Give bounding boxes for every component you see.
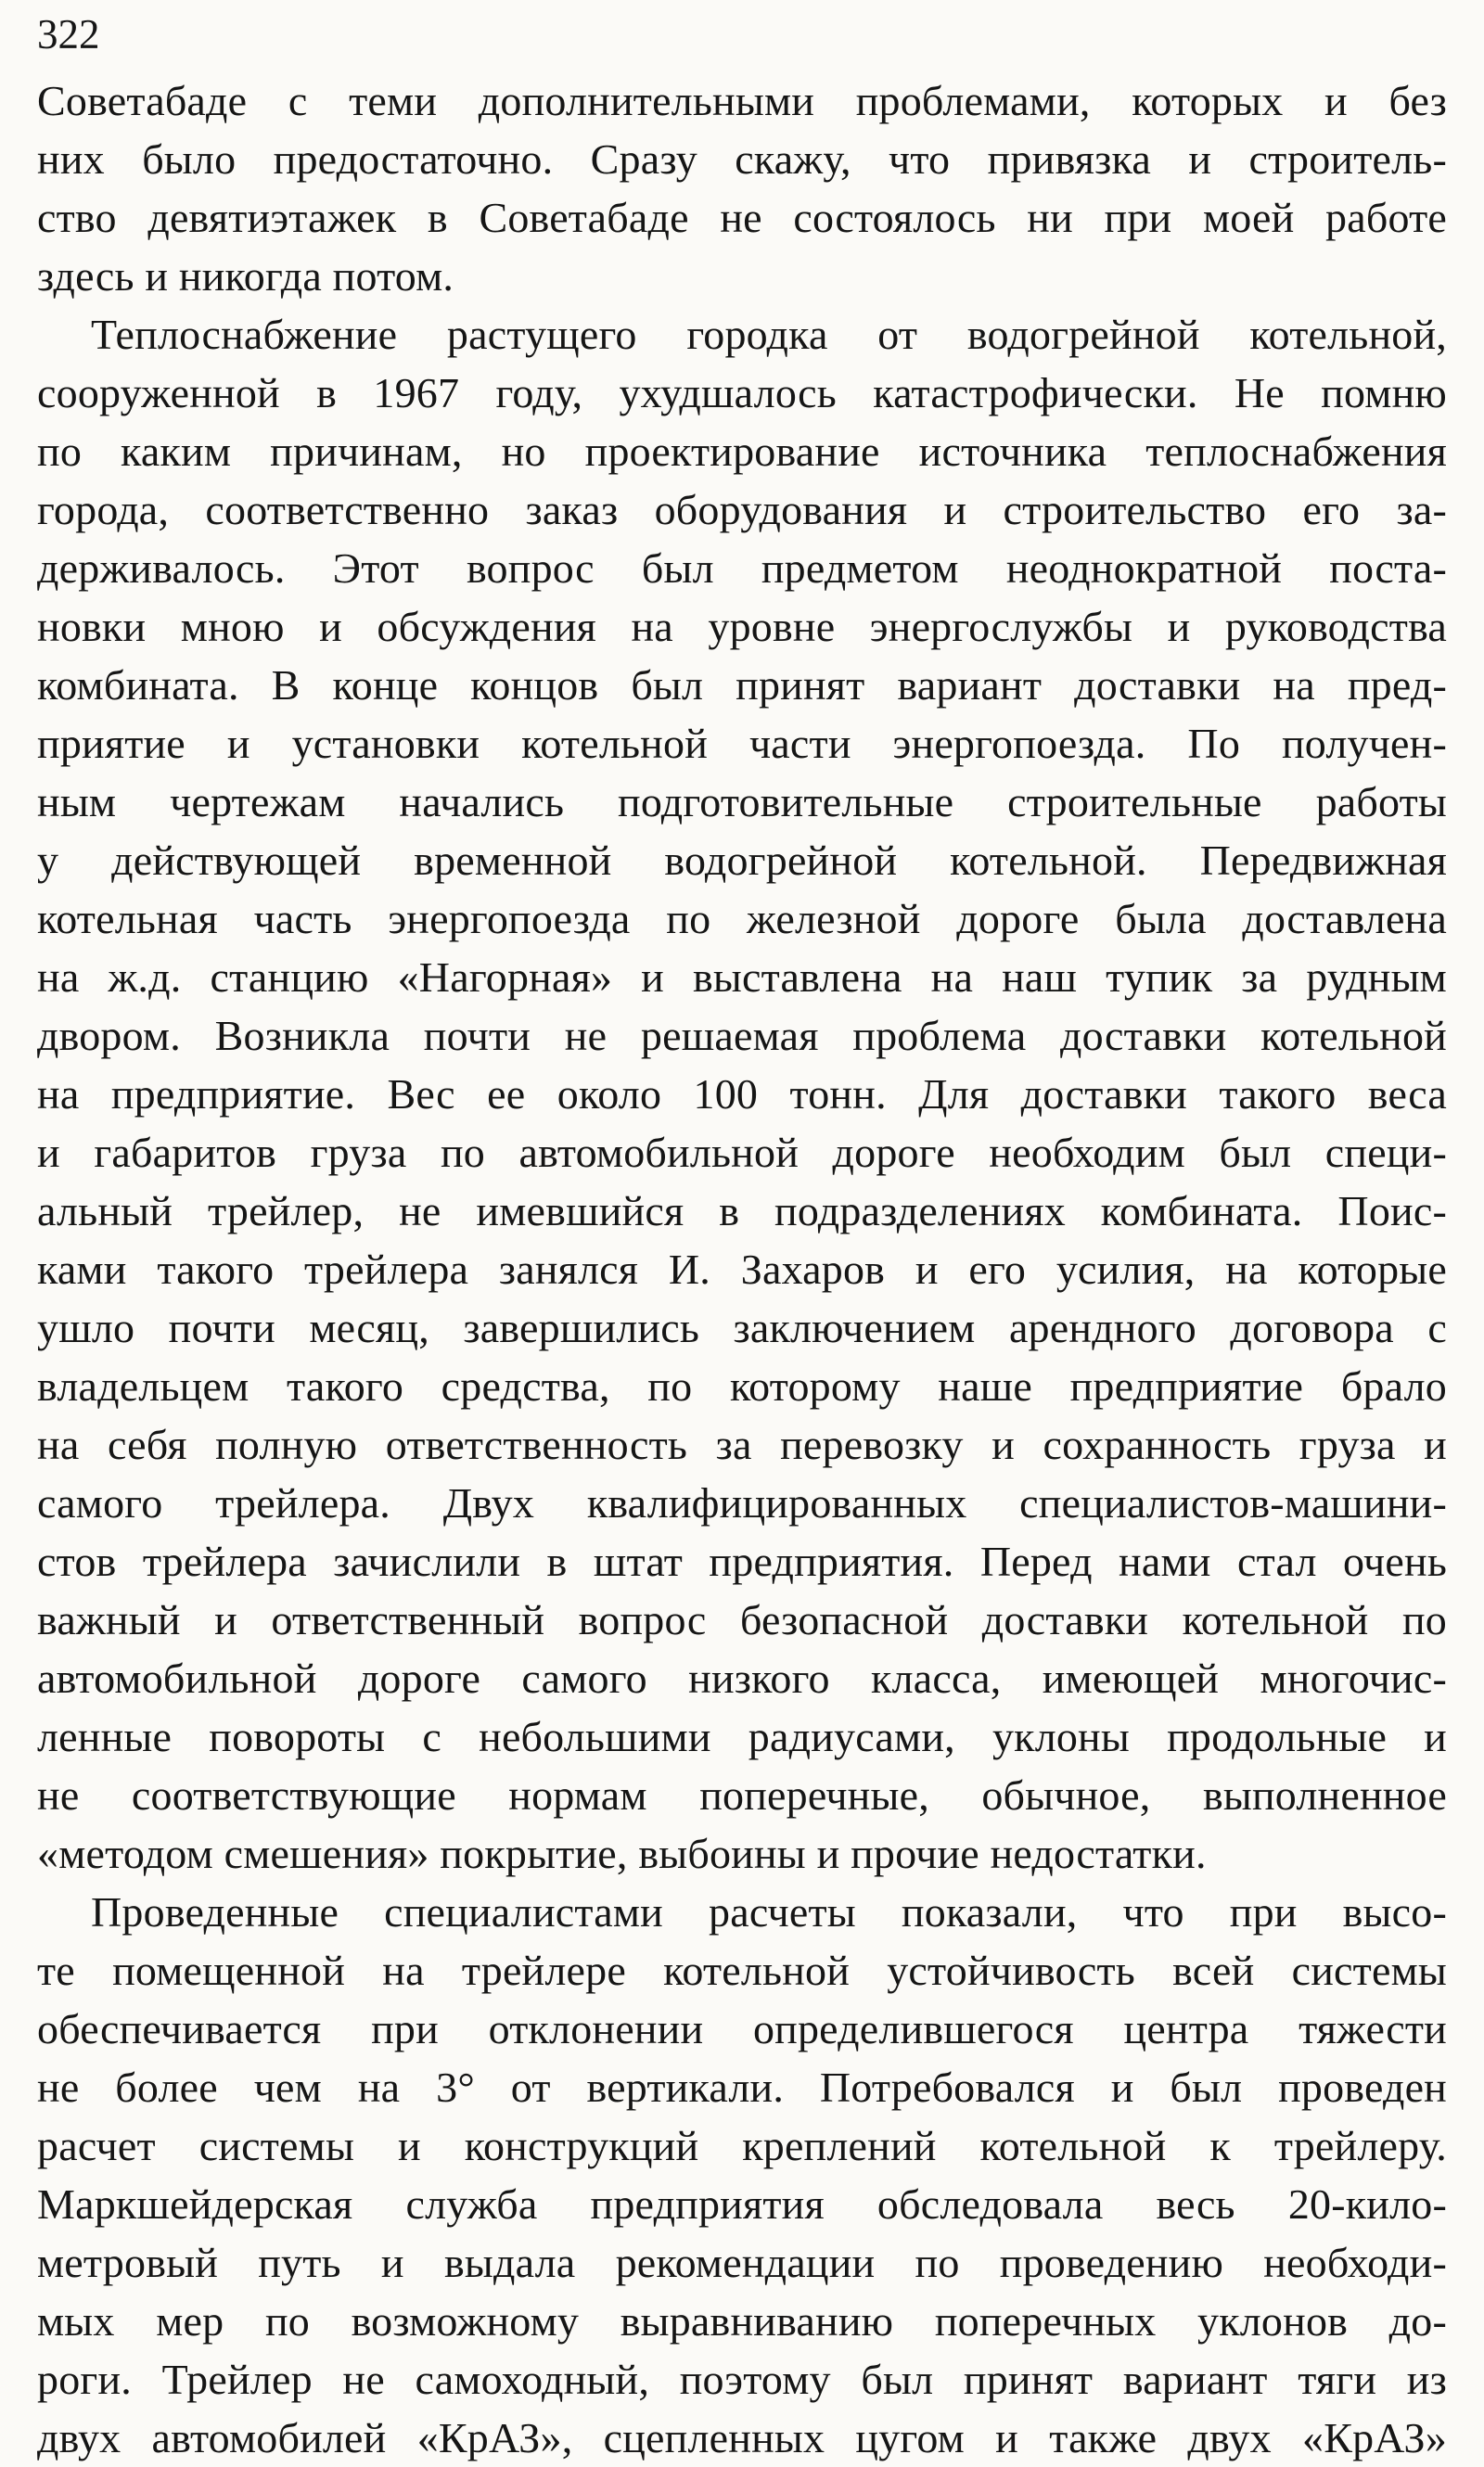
text-line: Проведенные специалистами расчеты показали, что при высо- <box>91 1888 1447 1936</box>
text-line: ушло почти месяц, завершились заключением арендного договора с <box>37 1304 1447 1351</box>
text-line: у действующей временной водогрейной котельной. Передвижная <box>37 837 1447 884</box>
page-number: 322 <box>37 11 100 58</box>
text-line: на ж.д. станцию «Нагорная» и выставлена на наш тупик за рудным <box>37 953 1447 1001</box>
text-line: стов трейлера зачислили в штат предприятия. Перед нами стал очень <box>37 1538 1447 1585</box>
text-line: автомобильной дороге самого низкого класса, имеющей многочис- <box>37 1655 1447 1702</box>
text-line: двух автомобилей «КрАЗ», сцепленных цугом и также двух «КрАЗ» <box>37 2414 1447 2461</box>
text-line: комбината. В конце концов был принят вариант доставки на пред- <box>37 661 1447 709</box>
text-line: двором. Возникла почти не решаемая проблема доставки котельной <box>37 1012 1447 1059</box>
text-line: по каким причинам, но проектирование источника теплоснабжения <box>37 428 1447 475</box>
text-line: расчет системы и конструкций креплений котельной к трейлеру. <box>37 2122 1447 2169</box>
page-text <box>37 71 1447 2467</box>
text-line: «методом смешения» покрытие, выбоины и прочие недостатки. <box>37 1830 1207 1877</box>
paragraph <box>37 1883 1447 2467</box>
text-line: альный трейлер, не имевшийся в подразделениях комбината. Поис- <box>37 1187 1447 1234</box>
paragraph <box>37 305 1447 1883</box>
text-line: ленные повороты с небольшими радиусами, уклоны продольные и <box>37 1713 1447 1760</box>
text-line: котельная часть энергопоезда по железной дороге была доставлена <box>37 895 1447 942</box>
text-line: владельцем такого средства, по которому наше предприятие брало <box>37 1362 1447 1410</box>
text-line: здесь и никогда потом. <box>37 252 454 300</box>
text-line: Маркшейдерская служба предприятия обследовала весь 20-кило- <box>37 2180 1447 2228</box>
text-line: держивалось. Этот вопрос был предметом неоднократной поста- <box>37 544 1447 592</box>
text-line: новки мною и обсуждения на уровне энергослужбы и руководства <box>37 603 1447 650</box>
text-line: и габаритов груза по автомобильной дороге необходим был специ- <box>37 1129 1447 1176</box>
text-line: города, соответственно заказ оборудования и строительство его за- <box>37 486 1447 533</box>
text-line: на себя полную ответственность за перевозку и сохранность груза и <box>37 1421 1447 1468</box>
text-line: сооруженной в 1967 году, ухудшалось катастрофически. Не помню <box>37 369 1447 416</box>
text-line: метровый путь и выдала рекомендации по проведению необходи- <box>37 2239 1447 2286</box>
text-line: роги. Трейлер не самоходный, поэтому был принят вариант тяги из <box>37 2356 1447 2403</box>
text-line: не более чем на 3° от вертикали. Потребовался и был проведен <box>37 2064 1447 2111</box>
text-line: на предприятие. Вес ее около 100 тонн. Для доставки такого веса <box>37 1070 1447 1118</box>
text-line: ками такого трейлера занялся И. Захаров и его усилия, на которые <box>37 1246 1447 1293</box>
text-line: важный и ответственный вопрос безопасной доставки котельной по <box>37 1596 1447 1643</box>
text-line: ство девятиэтажек в Советабаде не состоялось ни при моей работе <box>37 194 1447 241</box>
text-line: Теплоснабжение растущего городка от водогрейной котельной, <box>91 311 1447 358</box>
text-line: ным чертежам начались подготовительные строительные работы <box>37 778 1447 825</box>
text-line: приятие и установки котельной части энергопоезда. По получен- <box>37 720 1447 767</box>
text-line: те помещенной на трейлере котельной устойчивость всей системы <box>37 1947 1447 1994</box>
text-line: обеспечивается при отклонении определившегося центра тяжести <box>37 2005 1447 2052</box>
text-line: Советабаде с теми дополнительными проблемами, которых и без <box>37 77 1447 124</box>
text-line: не соответствующие нормам поперечные, обычное, выполненное <box>37 1771 1447 1819</box>
paragraph <box>37 71 1447 305</box>
text-line: самого трейлера. Двух квалифицированных специалистов-машини- <box>37 1479 1447 1527</box>
text-line: мых мер по возможному выравниванию поперечных уклонов до- <box>37 2297 1447 2345</box>
text-line: них было предостаточно. Сразу скажу, что привязка и строитель- <box>37 135 1447 183</box>
